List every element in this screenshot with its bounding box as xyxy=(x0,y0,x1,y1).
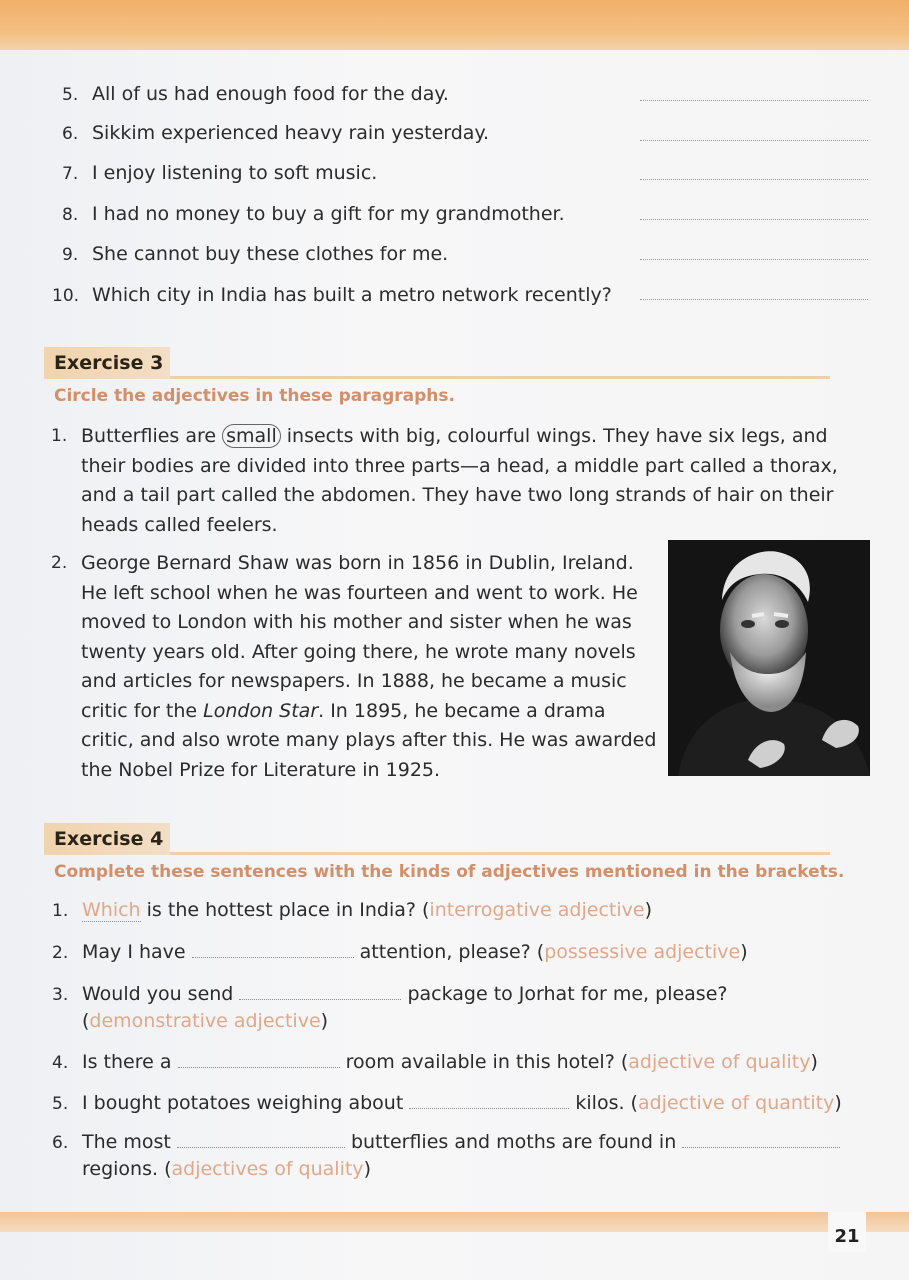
answer-blank[interactable] xyxy=(682,1129,840,1148)
exercise4-title: Exercise 4 xyxy=(44,823,170,855)
exercise3-paragraph-1: 1. Butterflies are small insects with big, colourful wings. They have six legs, and their bodies are divided into three parts—a head, a middle part called a thorax, and a tail part called the abdomen. They have two long strands of hair on their heads called feelers. xyxy=(51,425,838,536)
ex4-sentence-3: 3. Would you send package to Jorhat for me, please? xyxy=(52,983,728,1005)
answer-blank[interactable] xyxy=(177,1129,345,1148)
answer-line[interactable] xyxy=(640,219,868,220)
shaw-portrait-photo xyxy=(668,540,870,776)
ex2-item-8: 8. I had no money to buy a gift for my grandmother. xyxy=(62,203,565,225)
ex2-item-5: 5. All of us had enough food for the day. xyxy=(62,83,449,105)
ex2-item-10: 10. Which city in India has built a metro network recently? xyxy=(52,284,612,306)
answer-line[interactable] xyxy=(640,259,868,260)
exercise3-paragraph-2: 2. George Bernard Shaw was born in 1856 in Dublin, Ireland. He left school when he was fourteen and went to work. He moved to London with his mother and sister when he was twenty years old. After going there, he wrote many novels and articles for newspapers. In 1888, he became a music critic for the London Star. In 1895, he became a drama critic, and also wrote many plays after this. He was awarded the Nobel Prize for Literature in 1925. xyxy=(51,552,657,781)
exercise3-rule xyxy=(170,376,830,379)
ex4-sentence-5: 5. I bought potatoes weighing about kilos. (adjective of quantity) xyxy=(52,1092,842,1114)
bottom-color-band xyxy=(0,1212,909,1232)
answer-blank[interactable] xyxy=(192,939,354,958)
portrait-illustration xyxy=(668,540,870,776)
exercise3-title: Exercise 3 xyxy=(44,347,170,379)
answer-line[interactable] xyxy=(640,299,868,300)
page-number: 21 xyxy=(828,1212,866,1252)
ex4-sentence-6-line2: regions. (adjectives of quality) xyxy=(82,1158,371,1180)
answer-line[interactable] xyxy=(640,100,868,101)
answer-line[interactable] xyxy=(640,179,868,180)
exercise4-rule xyxy=(170,852,830,855)
answer-blank[interactable] xyxy=(239,981,401,1000)
ex2-item-7: 7. I enjoy listening to soft music. xyxy=(62,162,378,184)
answer-blank[interactable] xyxy=(409,1090,569,1109)
ex2-item-9: 9. She cannot buy these clothes for me. xyxy=(62,243,449,265)
exercise4-instruction: Complete these sentences with the kinds of adjectives mentioned in the brackets. xyxy=(54,862,845,882)
exercise3-instruction: Circle the adjectives in these paragraphs. xyxy=(54,386,455,406)
top-color-band xyxy=(0,0,909,50)
ex2-item-6: 6. Sikkim experienced heavy rain yesterday. xyxy=(62,122,490,144)
ex4-sentence-4: 4. Is there a room available in this hotel? (adjective of quality) xyxy=(52,1051,818,1073)
ex4-sentence-2: 2. May I have attention, please? (possessive adjective) xyxy=(52,941,748,963)
answer-filled[interactable]: Which xyxy=(82,899,141,921)
answer-blank[interactable] xyxy=(178,1049,340,1068)
ex4-sentence-6: 6. The most butterflies and moths are found in xyxy=(52,1129,840,1155)
answer-line[interactable] xyxy=(640,140,868,141)
ex4-sentence-1: 1. Which is the hottest place in India? (interrogative adjective) xyxy=(52,899,652,921)
ex4-sentence-3-hint: (demonstrative adjective) xyxy=(82,1010,329,1032)
circled-adjective[interactable]: small xyxy=(222,424,281,448)
